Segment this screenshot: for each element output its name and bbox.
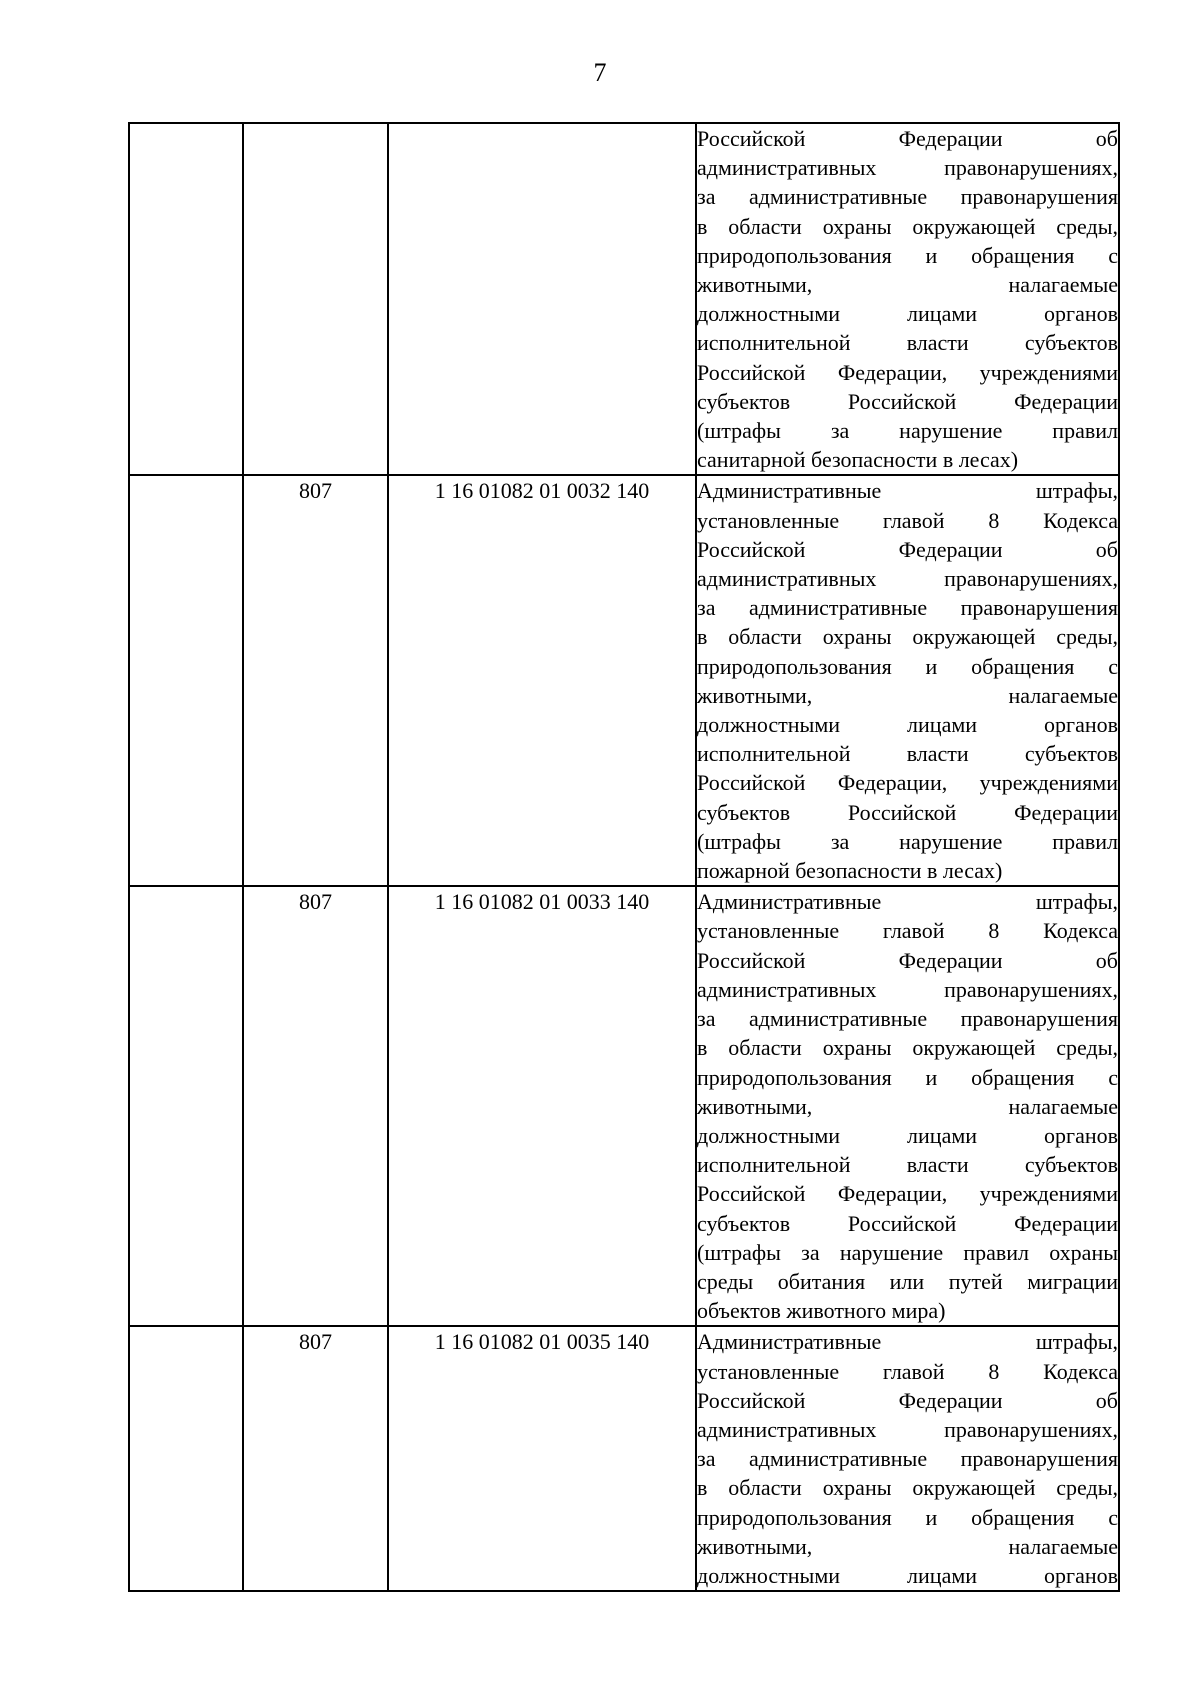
description-line: в области охраны окружающей среды,	[697, 624, 1118, 650]
description-line: санитарной безопасности в лесах)	[697, 447, 1019, 473]
description-line: (штрафы за нарушение правил	[697, 418, 1118, 444]
description-line: природопользования и обращения с	[697, 242, 1118, 268]
description-cell	[696, 886, 1119, 1326]
description-line: субъектов Российской Федерации	[697, 388, 1118, 414]
description-line: Российской Федерации об	[697, 1387, 1118, 1413]
table-row	[129, 1326, 1119, 1591]
description-line: Административные штрафы,	[697, 478, 1118, 504]
table-row	[129, 123, 1119, 475]
description-line: Российской Федерации, учреждениями	[697, 770, 1118, 796]
description-line: (штрафы за нарушение правил охраны	[697, 1239, 1118, 1265]
description-text	[697, 476, 1118, 885]
description-line: Российской Федерации об	[697, 536, 1118, 562]
description-line: исполнительной власти субъектов	[697, 1152, 1118, 1178]
description-line: в области охраны окружающей среды,	[697, 213, 1118, 239]
description-line: административных правонарушениях,	[697, 155, 1118, 181]
description-line: установленные главой 8 Кодекса	[697, 507, 1118, 533]
empty-cell	[129, 1326, 243, 1591]
description-line: животными, налагаемые	[697, 1533, 1118, 1559]
description-cell	[696, 123, 1119, 475]
kbk-code-cell: 1 16 01082 01 0035 140	[388, 1326, 696, 1591]
description-line: должностными лицами органов	[697, 1562, 1118, 1588]
description-line: животными, налагаемые	[697, 1093, 1118, 1119]
admin-code-cell: 807	[243, 886, 388, 1326]
description-line: субъектов Российской Федерации	[697, 1210, 1118, 1236]
description-line: (штрафы за нарушение правил	[697, 828, 1118, 854]
description-line: административных правонарушениях,	[697, 566, 1118, 592]
description-line: исполнительной власти субъектов	[697, 330, 1118, 356]
description-line: Российской Федерации об	[697, 126, 1118, 151]
description-line: пожарной безопасности в лесах)	[697, 858, 1003, 884]
admin-code-cell	[243, 123, 388, 475]
description-line: природопользования и обращения с	[697, 1504, 1118, 1530]
description-line: Российской Федерации об	[697, 947, 1118, 973]
description-line: исполнительной власти субъектов	[697, 741, 1118, 767]
description-cell	[696, 1326, 1119, 1591]
admin-code-cell: 807	[243, 1326, 388, 1591]
description-line: за административные правонарушения	[697, 1446, 1118, 1472]
description-line: природопользования и обращения с	[697, 1064, 1118, 1090]
description-line: Административные штрафы,	[697, 1329, 1118, 1355]
description-text	[697, 1327, 1118, 1590]
description-line: животными, налагаемые	[697, 272, 1118, 298]
description-line: административных правонарушениях,	[697, 1416, 1118, 1442]
page-number: 7	[593, 58, 607, 87]
description-line: установленные главой 8 Кодекса	[697, 1358, 1118, 1384]
budget-codes-table	[128, 122, 1120, 1592]
empty-cell	[129, 886, 243, 1326]
description-line: должностными лицами органов	[697, 301, 1118, 327]
description-line: за административные правонарушения	[697, 184, 1118, 210]
description-line: за административные правонарушения	[697, 595, 1118, 621]
description-line: объектов животного мира)	[697, 1298, 946, 1324]
description-line: в области охраны окружающей среды,	[697, 1475, 1118, 1501]
description-line: должностными лицами органов	[697, 1122, 1118, 1148]
description-line: в области охраны окружающей среды,	[697, 1035, 1118, 1061]
admin-code-cell: 807	[243, 475, 388, 886]
description-text	[697, 124, 1118, 474]
table-row	[129, 475, 1119, 886]
description-line: природопользования и обращения с	[697, 653, 1118, 679]
table-row	[129, 886, 1119, 1326]
empty-cell	[129, 123, 243, 475]
kbk-code-cell: 1 16 01082 01 0033 140	[388, 886, 696, 1326]
description-line: среды обитания или путей миграции	[697, 1268, 1118, 1294]
description-line: должностными лицами органов	[697, 712, 1118, 738]
description-line: за административные правонарушения	[697, 1006, 1118, 1032]
description-line: Административные штрафы,	[697, 889, 1118, 915]
kbk-code-cell: 1 16 01082 01 0032 140	[388, 475, 696, 886]
kbk-code-cell	[388, 123, 696, 475]
description-cell	[696, 475, 1119, 886]
description-line: установленные главой 8 Кодекса	[697, 918, 1118, 944]
description-line: административных правонарушениях,	[697, 976, 1118, 1002]
description-text	[697, 887, 1118, 1325]
empty-cell	[129, 475, 243, 886]
description-line: субъектов Российской Федерации	[697, 799, 1118, 825]
description-line: Российской Федерации, учреждениями	[697, 1181, 1118, 1207]
description-line: Российской Федерации, учреждениями	[697, 359, 1118, 385]
description-line: животными, налагаемые	[697, 682, 1118, 708]
